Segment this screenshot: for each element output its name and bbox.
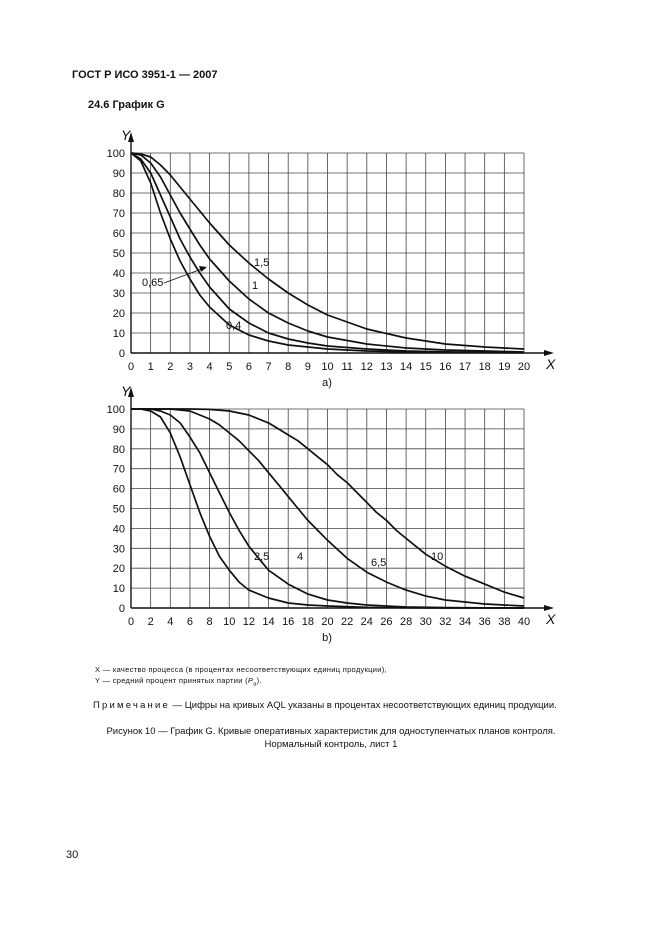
- figure-caption-line1: Рисунок 10 — График G. Кривые оперативных характеристик для одноступенчатых планов контроля.: [106, 726, 556, 737]
- x-tick-label: 20: [321, 616, 334, 628]
- y-tick-label: 100: [106, 404, 125, 416]
- annotation-arrowhead: [199, 266, 207, 272]
- x-tick-label: 30: [419, 616, 432, 628]
- x-tick-label: 24: [360, 616, 373, 628]
- x-tick-label: 8: [285, 361, 292, 373]
- y-axis-title: Y: [121, 383, 131, 399]
- x-tick-label: 32: [439, 616, 452, 628]
- y-tick-label: 10: [112, 328, 125, 340]
- x-tick-label: 16: [439, 361, 452, 373]
- y-tick-label: 40: [112, 523, 125, 536]
- x-tick-label: 26: [380, 616, 393, 628]
- y-tick-label: 70: [112, 463, 125, 476]
- x-tick-label: 6: [186, 616, 194, 628]
- curve-annotation: 1,5: [254, 257, 270, 269]
- x-tick-label: 38: [498, 616, 511, 628]
- y-tick-label: 30: [112, 543, 125, 556]
- curve-annotation: 2,5: [254, 551, 270, 563]
- x-tick-label: 40: [517, 616, 531, 628]
- x-tick-label: 13: [380, 361, 393, 373]
- y-tick-label: 90: [112, 168, 125, 180]
- x-tick-label: 15: [419, 361, 432, 373]
- y-tick-label: 50: [112, 503, 125, 516]
- x-tick-label: 19: [498, 361, 511, 373]
- y-tick-label: 20: [112, 563, 125, 576]
- y-tick-label: 50: [112, 248, 125, 260]
- y-tick-label: 20: [112, 308, 125, 320]
- y-tick-label: 80: [112, 443, 125, 456]
- x-tick-label: 12: [242, 616, 256, 628]
- x-tick-label: 0: [127, 361, 135, 373]
- x-axis-title: X: [546, 611, 556, 627]
- legend-y-prefix: Y — средний процент принятых партии (: [95, 676, 248, 685]
- panel-label: b): [322, 632, 332, 644]
- x-tick-label: 7: [265, 361, 272, 373]
- x-tick-label: 10: [321, 361, 334, 373]
- x-tick-label: 4: [167, 616, 174, 628]
- x-tick-label: 3: [186, 361, 194, 373]
- panel-label: a): [322, 377, 332, 389]
- x-tick-label: 17: [458, 361, 472, 373]
- annotation-leader-line: [164, 269, 203, 284]
- x-tick-label: 1: [147, 361, 154, 373]
- y-tick-label: 40: [112, 268, 125, 280]
- x-tick-label: 12: [360, 361, 373, 373]
- legend-y-definition: [95, 676, 262, 688]
- x-tick-label: 34: [458, 616, 472, 628]
- x-tick-label: 0: [127, 616, 135, 628]
- document-header: ГОСТ Р ИСО 3951-1 — 2007: [72, 69, 218, 81]
- y-tick-label: 0: [118, 348, 125, 360]
- y-tick-label: 100: [106, 148, 125, 160]
- legend-y-subscript: a: [253, 681, 257, 688]
- y-axis-title: Y: [121, 127, 131, 143]
- y-tick-label: 0: [118, 603, 125, 615]
- x-tick-label: 36: [478, 616, 491, 628]
- y-tick-label: 70: [112, 208, 125, 220]
- x-axis-title: X: [546, 356, 556, 372]
- note-label: Примечание: [93, 700, 170, 711]
- curve-annotation: 4: [297, 551, 304, 563]
- x-tick-label: 4: [206, 361, 213, 373]
- x-tick-label: 8: [206, 616, 213, 628]
- x-tick-label: 2: [167, 361, 174, 373]
- y-tick-label: 60: [112, 228, 125, 240]
- x-tick-label: 22: [341, 616, 354, 628]
- curve-annotation: 1: [252, 280, 259, 292]
- x-tick-label: 14: [399, 361, 413, 373]
- x-tick-label: 20: [517, 361, 531, 373]
- legend-y-symbol: P: [247, 676, 254, 685]
- x-tick-label: 6: [245, 361, 252, 373]
- x-tick-label: 16: [282, 616, 295, 628]
- x-tick-label: 18: [478, 361, 491, 373]
- section-title: 24.6 График G: [88, 99, 165, 111]
- curve-annotation: 0,65: [142, 277, 164, 289]
- y-tick-label: 60: [112, 483, 125, 496]
- y-tick-label: 90: [112, 423, 125, 436]
- y-tick-label: 10: [112, 583, 125, 596]
- note: [93, 700, 557, 711]
- curve-annotation: 6,5: [371, 557, 387, 569]
- x-tick-label: 9: [304, 361, 311, 373]
- curve-annotation: 0,4: [226, 320, 242, 332]
- note-text: — Цифры на кривых AQL указаны в процентах несоответствующих единиц продукции.: [170, 700, 557, 711]
- x-tick-label: 28: [399, 616, 413, 628]
- x-tick-label: 18: [301, 616, 314, 628]
- x-tick-label: 14: [262, 616, 275, 628]
- y-tick-label: 80: [112, 188, 125, 200]
- x-tick-label: 5: [226, 361, 233, 373]
- y-tick-label: 30: [112, 288, 125, 300]
- x-tick-label: 11: [341, 361, 353, 373]
- figure-caption-line2: Нормальный контроль, лист 1: [264, 739, 398, 750]
- x-tick-label: 2: [147, 616, 154, 628]
- x-tick-label: 10: [223, 616, 236, 628]
- curve-annotation: 10: [431, 551, 444, 563]
- legend-x-definition: X — качество процесса (в процентах несоответствующих единиц продукции),: [95, 665, 387, 674]
- legend-y-suffix: ).: [256, 676, 262, 685]
- page-number: 30: [66, 849, 79, 861]
